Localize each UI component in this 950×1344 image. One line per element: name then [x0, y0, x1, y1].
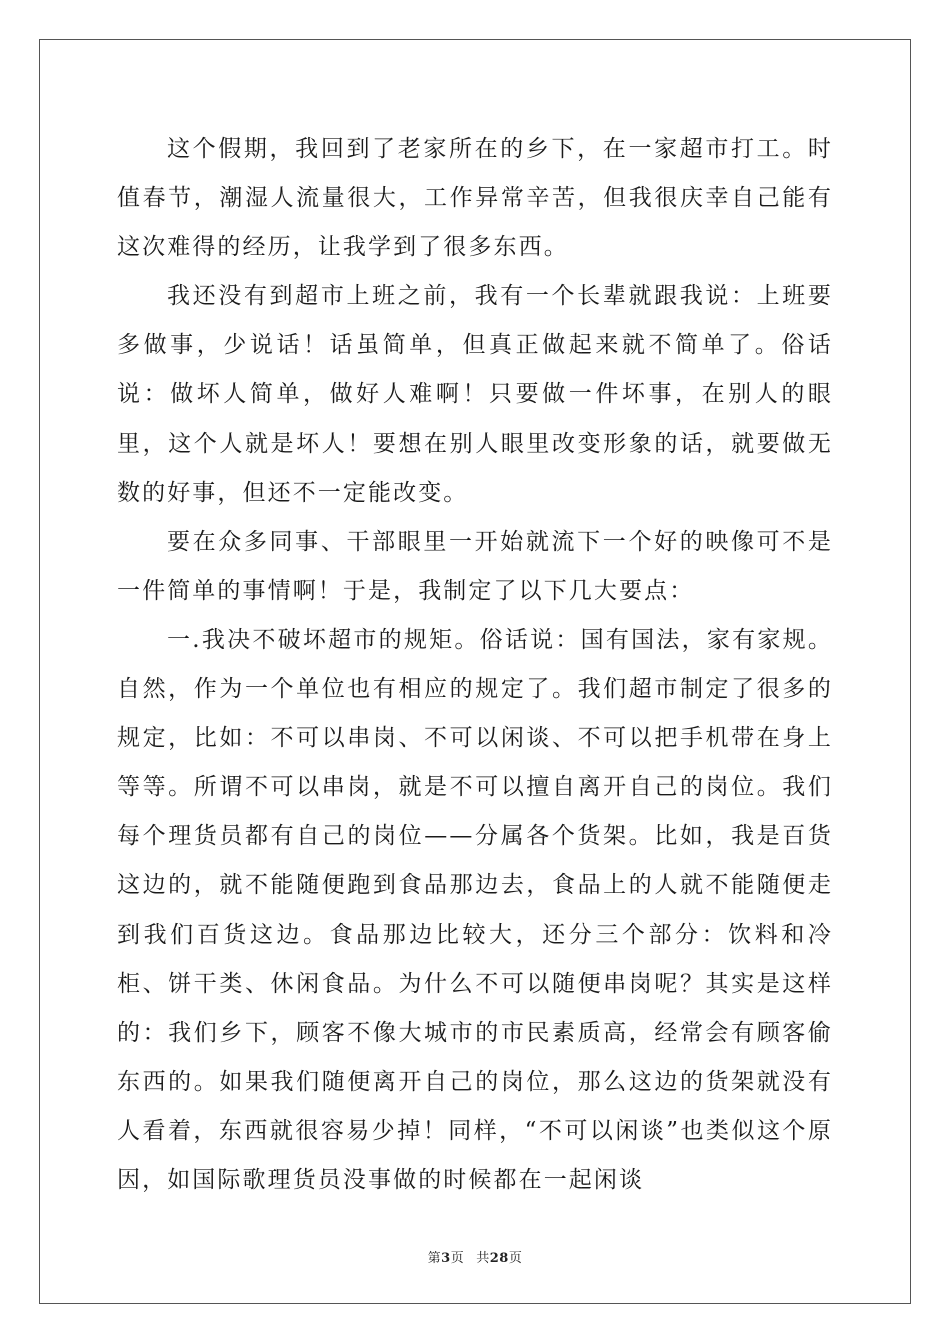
current-page-number: 3 — [441, 1251, 451, 1266]
page-unit: 页 — [450, 1251, 465, 1266]
page-number-footer — [0, 1247, 950, 1266]
total-page-count: 28 — [489, 1251, 509, 1266]
paragraph-intro: 这个假期，我回到了老家所在的乡下，在一家超市打工。时值春节，潮湿人流量很大，工作异常辛苦，但我很庆幸自己能有这次难得的经历，让我学到了很多东西。 — [117, 136, 833, 261]
paragraph-plan: 要在众多同事、干部眼里一开始就流下一个好的映像可不是一件简单的事情啊！于是，我制定了以下几大要点： — [117, 528, 833, 604]
page-prefix: 第 — [427, 1251, 442, 1266]
paragraph-rule-one: 一.我决不破坏超市的规矩。俗话说：国有国法，家有家规。自然，作为一个单位也有相应的规定了。我们超市制定了很多的规定，比如：不可以串岗、不可以闲谈、不可以把手机带在身上等等。所谓不可以串岗，就是不可以擅自离开自己的岗位。我们每个理货员都有自己的岗位——分属各个货架。比如，我是百货这边的，就不能随便跑到食品那边去，食品上的人就不能随便走到我们百货这边。食品那边比较大，还分三个部分：饮料和冷柜、饼干类、休闲食品。为什么不可以随便串岗呢？其实是这样的：我们乡下，顾客不像大城市的市民素质高，经常会有顾客偷东西的。如果我们随便离开自己的岗位，那么这边的货架就没有人看着，东西就很容易少掉！同样，“不可以闲谈”也类似这个原因，如国际歌理货员没事做的时候都在一起闲谈 — [117, 626, 833, 1193]
document-body — [117, 125, 833, 1205]
total-unit: 页 — [508, 1251, 523, 1266]
total-prefix: 共 — [476, 1251, 490, 1266]
paragraph-elder-advice: 我还没有到超市上班之前，我有一个长辈就跟我说：上班要多做事，少说话！话虽简单，但真正做起来就不简单了。俗话说：做坏人简单，做好人难啊！只要做一件坏事，在别人的眼里，这个人就是坏人！要想在别人眼里改变形象的话，就要做无数的好事，但还不一定能改变。 — [117, 283, 833, 506]
